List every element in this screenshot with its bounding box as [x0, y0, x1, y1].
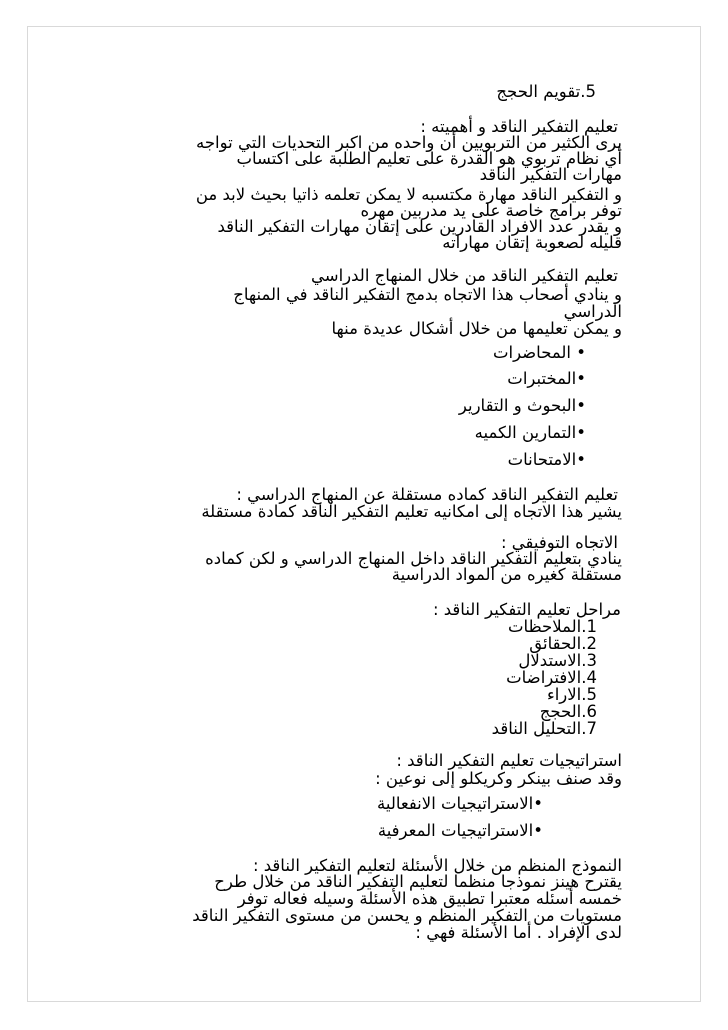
list-item: 6.الحجج: [539, 702, 597, 721]
list-item: •الامتحانات: [507, 450, 586, 469]
paragraph-line: و يقدر عدد الافراد القادرين على إتقان مهارات التفكير الناقد: [217, 217, 622, 236]
heading-curriculum: تعليم التفكير الناقد من خلال المنهاج الدراسي: [311, 266, 618, 285]
list-item: 4.الافتراضات: [506, 668, 597, 687]
list-item: •الاستراتيجيات المعرفية: [377, 821, 543, 840]
paragraph-line: يشير هذا الاتجاه إلى امكانيه تعليم التفكير الناقد كمادة مستقلة: [201, 502, 622, 521]
paragraph-line: لدى الإفراد . أما الأسئلة فهي :: [415, 923, 622, 942]
heading-teaching-importance: تعليم التفكير الناقد و أهميته :: [420, 117, 618, 136]
list-item: 5.الاراء: [546, 685, 597, 704]
paragraph-line: ينادي بتعليم التفكير الناقد داخل المنهاج الدراسي و لكن كماده: [205, 549, 622, 568]
heading-separate-subject: تعليم التفكير الناقد كماده مستقلة عن المنهاج الدراسي :: [236, 485, 618, 504]
paragraph-line: مهارات التفكير الناقد: [479, 165, 622, 184]
paragraph-line: خمسه أسئله معتبرا تطبيق هذه الأسئلة وسيله فعاله توفر: [237, 889, 622, 908]
list-item: 3.الاستدلال: [518, 651, 597, 670]
list-item: •الاستراتيجيات الانفعالية: [377, 794, 543, 813]
paragraph-line: و ينادي أصحاب هذا الاتجاه بدمج التفكير الناقد في المنهاج: [233, 285, 622, 304]
paragraph-line: الدراسي: [563, 302, 622, 321]
paragraph-line: توفر برامج خاصة على يد مدربين مهره: [360, 201, 622, 220]
paragraph-line: قليله لصعوبة إتقان مهاراته: [442, 233, 622, 252]
list-item: •التمارين الكميه: [474, 423, 586, 442]
list-item: • المحاضرات: [492, 343, 586, 362]
heading-stages: مراحل تعليم التفكير الناقد :: [432, 600, 621, 619]
heading-question-model: النموذج المنظم من خلال الأسئلة لتعليم التفكير الناقد :: [252, 856, 622, 875]
paragraph-line: يقترح هينز نموذجا منظما لتعليم التفكير الناقد من خلال طرح: [214, 872, 622, 891]
paragraph-line: أي نظام تربوي هو القدرة على تعليم الطلبة على اكتساب: [236, 149, 622, 168]
list-item: 1.الملاحظات: [507, 617, 597, 636]
paragraph-line: وقد صنف بينكر وكريكلو إلى نوعين :: [375, 769, 622, 788]
list-item: 7.التحليل الناقد: [491, 719, 597, 738]
list-item: 2.الحقائق: [529, 634, 597, 653]
paragraph-line: يرى الكثير من التربويين أن واحده من اكبر التحديات التي تواجه: [195, 133, 622, 152]
paragraph-line: و يمكن تعليمها من خلال أشكال عديدة منها: [331, 319, 622, 338]
paragraph-line: مستويات من التفكير المنظم و يحسن من مستوى التفكير الناقد: [192, 906, 622, 925]
list-item: •البحوث و التقارير: [458, 396, 586, 415]
list-item: •المختبرات: [507, 369, 586, 388]
heading-strategies: استراتيجيات تعليم التفكير الناقد :: [396, 751, 622, 770]
heading-conciliatory: الاتجاه التوفيقي :: [500, 533, 618, 552]
paragraph-line: و التفكير الناقد مهارة مكتسبه لا يمكن تعلمه ذاتيا بحيث لابد من: [195, 185, 622, 204]
paragraph-line: مستقلة كغيره من المواد الدراسية: [391, 565, 622, 584]
section-title-arguments: 5.تقويم الحجج: [496, 82, 596, 101]
